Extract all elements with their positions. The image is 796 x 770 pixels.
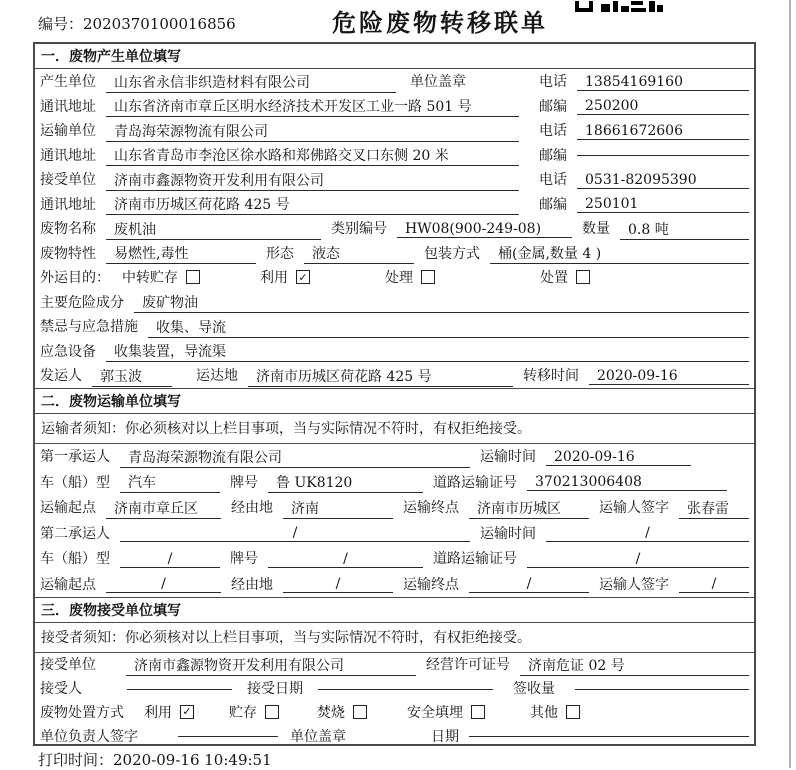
disposal-option-landfill-label: 安全填埋 bbox=[407, 704, 463, 721]
unit-stamp-label: 单位盖章 bbox=[290, 728, 346, 745]
road-license2-value: / bbox=[527, 549, 749, 568]
waste-form-value: 液态 bbox=[304, 241, 414, 264]
hazard-label: 主要危险成分 bbox=[40, 294, 124, 311]
responsible-sign-label: 单位负责人签字 bbox=[40, 728, 138, 745]
section1-header: 一．废物产生单位填写 bbox=[35, 44, 754, 69]
signed-qty-value bbox=[575, 687, 749, 690]
waste-name-value: 废机油 bbox=[106, 217, 321, 240]
vehicle1-row bbox=[35, 469, 754, 495]
waste-traits-row bbox=[35, 241, 754, 266]
route1-row bbox=[35, 495, 754, 521]
pack-label: 包装方式 bbox=[424, 245, 480, 262]
receiver-notice: 接受者须知：你必须核对以上栏目事项，当与实际情况不符时，有权拒绝接受。 bbox=[35, 623, 754, 653]
disposal-option-use-label: 利用 bbox=[144, 704, 172, 721]
transfer-form bbox=[33, 42, 756, 746]
sender-row bbox=[35, 363, 754, 388]
route1-sign-value: 张春雷 bbox=[679, 496, 749, 519]
disposal-option-landfill bbox=[407, 702, 485, 722]
produce-zip-label: 邮编 bbox=[539, 98, 567, 115]
route1-via-label: 经由地 bbox=[231, 500, 273, 517]
checkbox-icon bbox=[186, 270, 200, 284]
road-license1-label: 道路运输证号 bbox=[433, 474, 517, 491]
taboo-row bbox=[35, 314, 754, 339]
transport-time1-value: 2020-09-16 bbox=[546, 447, 691, 466]
transport-phone-value: 18661672606 bbox=[577, 121, 749, 140]
serial-label: 编号： bbox=[38, 15, 84, 33]
route2-end-value: / bbox=[469, 574, 589, 593]
disposal-option-other bbox=[530, 702, 580, 722]
sender-label: 发运人 bbox=[40, 368, 82, 385]
purpose-label: 外运目的： bbox=[40, 270, 110, 287]
transport-unit-row bbox=[35, 118, 754, 143]
transport-time2-value: / bbox=[546, 523, 749, 542]
route2-row bbox=[35, 571, 754, 597]
receive-date-label: 接受日期 bbox=[247, 681, 303, 698]
route2-end-label: 运输终点 bbox=[403, 576, 459, 593]
produce-phone-value: 13854169160 bbox=[577, 72, 749, 91]
transport-time1-label: 运输时间 bbox=[480, 449, 536, 466]
vehicle1-label: 车（船）型 bbox=[40, 474, 110, 491]
receiver-label: 接受人 bbox=[40, 681, 82, 698]
route2-start-value: / bbox=[106, 574, 221, 593]
print-time-label: 打印时间： bbox=[38, 751, 114, 769]
transport-address-label: 通讯地址 bbox=[40, 147, 96, 164]
checkbox-checked-icon: ✓ bbox=[296, 270, 310, 284]
receive-date-value bbox=[318, 687, 493, 690]
equipment-row bbox=[35, 339, 754, 364]
receive-address-row bbox=[35, 192, 754, 217]
purpose-option-use-label: 利用 bbox=[260, 270, 288, 287]
qr-code-icon bbox=[575, 0, 663, 16]
route2-start-label: 运输起点 bbox=[40, 576, 96, 593]
produce-unit-label: 产生单位 bbox=[40, 74, 96, 91]
receive-zip-label: 邮编 bbox=[539, 196, 567, 213]
receive-address-value: 济南市历城区荷花路 425 号 bbox=[106, 192, 519, 215]
route1-start-value: 济南市章丘区 bbox=[106, 496, 221, 519]
route2-sign-label: 运输人签字 bbox=[599, 576, 669, 593]
equipment-value: 收集装置，导流渠 bbox=[106, 339, 749, 362]
permit-value: 济南危证 02 号 bbox=[520, 653, 749, 676]
transfer-time-label: 转移时间 bbox=[523, 368, 579, 385]
vehicle2-label: 车（船）型 bbox=[40, 551, 110, 568]
waste-traits-value: 易燃性,毒性 bbox=[106, 241, 256, 264]
transport-time2-label: 运输时间 bbox=[480, 525, 536, 542]
receive-phone-label: 电话 bbox=[539, 172, 567, 189]
produce-unit-row bbox=[35, 69, 754, 94]
disposal-option-use bbox=[144, 702, 194, 722]
checkbox-icon bbox=[471, 705, 485, 719]
waste-traits-label: 废物特性 bbox=[40, 245, 96, 262]
carrier2-value: / bbox=[120, 523, 470, 542]
carrier2-row bbox=[35, 520, 754, 546]
receive-phone-value: 0531-82095390 bbox=[577, 170, 749, 189]
plate1-label: 牌号 bbox=[230, 474, 258, 491]
scan-edge-line bbox=[789, 0, 791, 768]
route1-end-value: 济南市历城区 bbox=[469, 496, 589, 519]
carrier1-label: 第一承运人 bbox=[40, 449, 110, 466]
purpose-row bbox=[35, 265, 754, 290]
checkbox-icon bbox=[265, 705, 279, 719]
receive-unit-value: 济南市鑫源物资开发利用有限公司 bbox=[106, 168, 519, 191]
section3-header: 三．废物接受单位填写 bbox=[35, 597, 754, 623]
carrier2-label: 第二承运人 bbox=[40, 525, 110, 542]
disposal-option-store-label: 贮存 bbox=[229, 704, 257, 721]
route1-start-label: 运输起点 bbox=[40, 500, 96, 517]
transport-address-value: 山东省青岛市李沧区徐水路和郑佛路交叉口东侧 20 米 bbox=[106, 143, 519, 166]
permit-label: 经营许可证号 bbox=[426, 657, 510, 674]
receive-unit-label: 接受单位 bbox=[40, 172, 96, 189]
produce-zip-value: 250200 bbox=[577, 96, 749, 115]
plate2-value: / bbox=[268, 549, 423, 568]
produce-phone-label: 电话 bbox=[539, 74, 567, 91]
signed-qty-label: 签收量 bbox=[513, 681, 555, 698]
carrier1-row bbox=[35, 444, 754, 470]
checkbox-icon bbox=[576, 270, 590, 284]
purpose-option-dispose bbox=[540, 267, 590, 287]
waste-name-label: 废物名称 bbox=[40, 221, 96, 238]
purpose-option-transfer bbox=[122, 267, 200, 287]
plate2-label: 牌号 bbox=[230, 551, 258, 568]
waste-name-row bbox=[35, 216, 754, 241]
print-time-value: 2020-09-16 10:49:51 bbox=[113, 751, 272, 769]
print-time-line bbox=[38, 749, 272, 770]
destination-label: 运达地 bbox=[196, 368, 238, 385]
section2-header: 二．废物运输单位填写 bbox=[35, 388, 754, 414]
transport-address-row bbox=[35, 143, 754, 168]
route1-via-value: 济南 bbox=[283, 496, 393, 519]
route2-via-value: / bbox=[283, 574, 393, 593]
carrier1-value: 青岛海荣源物流有限公司 bbox=[120, 445, 470, 468]
waste-form-label: 形态 bbox=[266, 245, 294, 262]
purpose-option-treat-label: 处理 bbox=[385, 270, 413, 287]
purpose-option-treat bbox=[385, 267, 435, 287]
road-license1-value: 370213006408 bbox=[527, 472, 727, 491]
stamp-label: 单位盖章 bbox=[410, 74, 466, 91]
receive-unit2-value: 济南市鑫源物资开发利用有限公司 bbox=[126, 653, 416, 676]
purpose-option-transfer-label: 中转贮存 bbox=[122, 270, 178, 287]
route1-sign-label: 运输人签字 bbox=[599, 500, 669, 517]
sender-value: 郭玉波 bbox=[92, 364, 172, 387]
taboo-value: 收集、导流 bbox=[148, 315, 749, 338]
serial-number: 2020370100016856 bbox=[83, 15, 236, 33]
produce-address-row bbox=[35, 94, 754, 119]
page-title: 危险废物转移联单 bbox=[332, 9, 548, 37]
receive-unit2-label: 接受单位 bbox=[40, 657, 96, 674]
disposal-option-burn bbox=[317, 702, 367, 722]
waste-qty-label: 数量 bbox=[582, 221, 610, 238]
taboo-label: 禁忌与应急措施 bbox=[40, 319, 138, 336]
receive-zip-value: 250101 bbox=[577, 194, 749, 213]
sign-date-value bbox=[469, 734, 749, 737]
checkbox-icon bbox=[353, 705, 367, 719]
disposal-label: 废物处置方式 bbox=[40, 704, 124, 721]
vehicle2-row bbox=[35, 546, 754, 572]
disposal-option-burn-label: 焚烧 bbox=[317, 704, 345, 721]
disposal-option-store bbox=[229, 702, 279, 722]
route1-end-label: 运输终点 bbox=[403, 500, 459, 517]
transport-zip-value bbox=[577, 153, 749, 156]
pack-value: 桶(金属,数量 4 ) bbox=[490, 241, 749, 264]
produce-unit-value: 山东省永信非织造材料有限公司 bbox=[106, 70, 396, 93]
equipment-label: 应急设备 bbox=[40, 343, 96, 360]
receive-unit-row bbox=[35, 167, 754, 192]
plate1-value: 鲁 UK8120 bbox=[268, 470, 423, 493]
receiver-row bbox=[35, 676, 754, 700]
checkbox-icon bbox=[566, 705, 580, 719]
receiver-value bbox=[127, 687, 232, 690]
disposal-option-other-label: 其他 bbox=[530, 704, 558, 721]
waste-qty-value: 0.8 吨 bbox=[620, 217, 749, 240]
hazard-row bbox=[35, 290, 754, 315]
waste-code-value: HW08(900-249-08) bbox=[397, 219, 572, 238]
purpose-option-use bbox=[260, 267, 310, 287]
route2-via-label: 经由地 bbox=[231, 576, 273, 593]
transport-zip-label: 邮编 bbox=[539, 147, 567, 164]
transporter-notice: 运输者须知：你必须核对以上栏目事项，当与实际情况不符时，有权拒绝接受。 bbox=[35, 414, 754, 444]
transport-unit-value: 青岛海荣源物流有限公司 bbox=[106, 119, 519, 142]
disposal-row bbox=[35, 700, 754, 724]
vehicle1-value: 汽车 bbox=[120, 470, 220, 493]
sign-date-label: 日期 bbox=[431, 728, 459, 745]
checkbox-icon bbox=[421, 270, 435, 284]
produce-address-value: 山东省济南市章丘区明水经济技术开发区工业一路 501 号 bbox=[106, 94, 519, 117]
road-license2-label: 道路运输证号 bbox=[433, 551, 517, 568]
destination-value: 济南市历城区荷花路 425 号 bbox=[248, 364, 513, 387]
transport-unit-label: 运输单位 bbox=[40, 123, 96, 140]
vehicle2-value: / bbox=[120, 549, 220, 568]
transport-phone-label: 电话 bbox=[539, 123, 567, 140]
produce-address-label: 通讯地址 bbox=[40, 98, 96, 115]
signature-row bbox=[35, 724, 754, 748]
transfer-time-value: 2020-09-16 bbox=[589, 366, 749, 385]
receive-address-label: 通讯地址 bbox=[40, 196, 96, 213]
checkbox-checked-icon: ✓ bbox=[180, 705, 194, 719]
waste-code-label: 类别编号 bbox=[331, 221, 387, 238]
receive-unit2-row bbox=[35, 653, 754, 677]
responsible-sign-value bbox=[178, 734, 278, 737]
hazard-value: 废矿物油 bbox=[134, 290, 749, 313]
route2-sign-value: / bbox=[679, 574, 749, 593]
purpose-option-dispose-label: 处置 bbox=[540, 270, 568, 287]
